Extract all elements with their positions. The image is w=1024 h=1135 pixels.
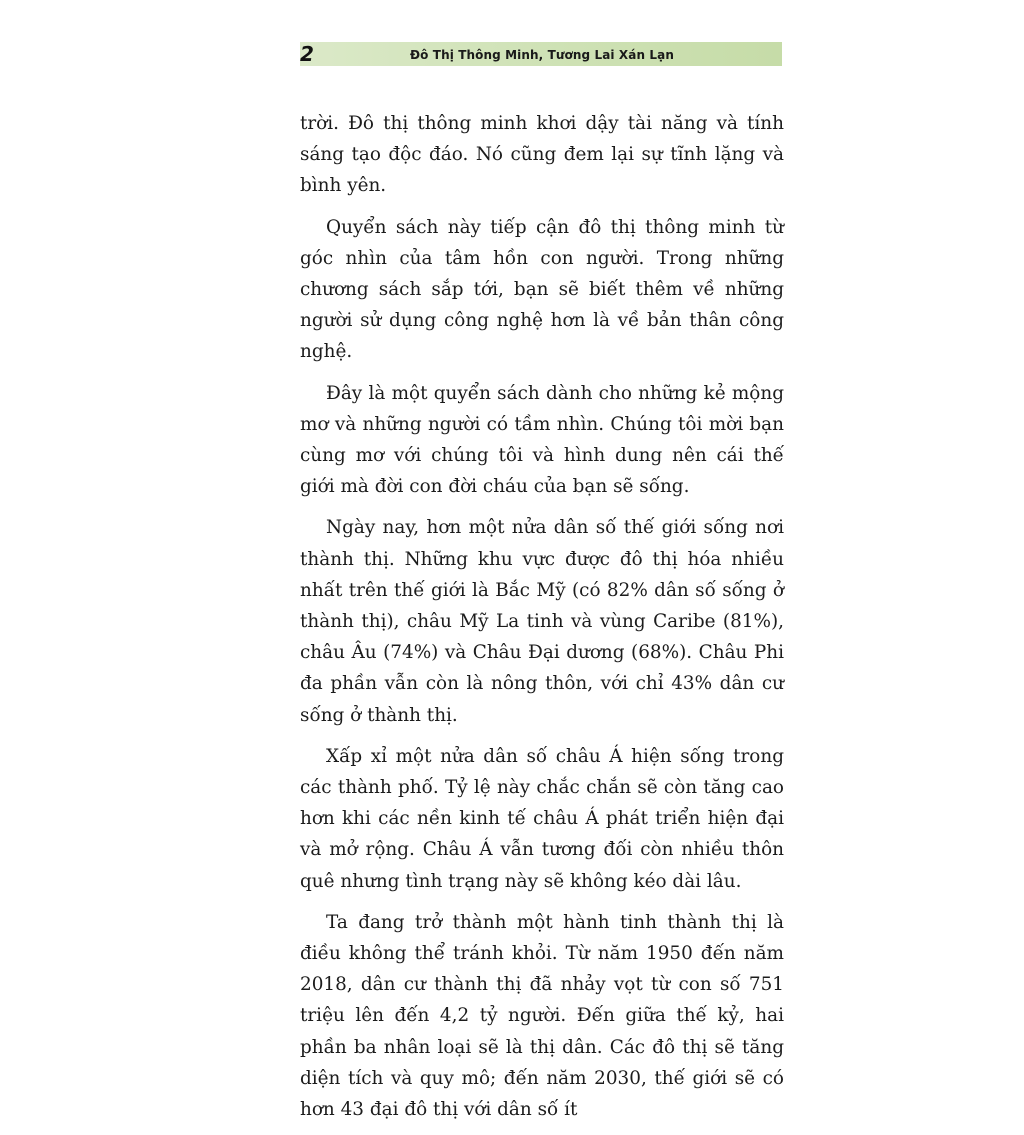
paragraph: Xấp xỉ một nửa dân số châu Á hiện sống trong các thành phố. Tỷ lệ này chắc chắn sẽ còn tăng cao hơn khi các nền kinh tế châu Á phát triển hiện đại và mở rộng. Châu Á vẫn tương đối còn nhiều thôn quê nhưng tình trạng này sẽ không kéo dài lâu. <box>300 745 784 892</box>
paragraph: Đây là một quyển sách dành cho những kẻ mộng mơ và những người có tầm nhìn. Chúng tôi mời bạn cùng mơ với chúng tôi và hình dung nên cái thế giới mà đời con đời cháu của bạn sẽ sống. <box>300 382 784 498</box>
running-title: Đô Thị Thông Minh, Tương Lai Xán Lạn <box>410 48 674 62</box>
page-number: 2 <box>300 42 314 66</box>
paragraph: Quyển sách này tiếp cận đô thị thông minh từ góc nhìn của tâm hồn con người. Trong những chương sách sắp tới, bạn sẽ biết thêm về những người sử dụng công nghệ hơn là về bản thân công nghệ. <box>300 216 784 363</box>
paragraph: trời. Đô thị thông minh khơi dậy tài năng và tính sáng tạo độc đáo. Nó cũng đem lại sự tĩnh lặng và bình yên. <box>300 113 784 197</box>
paragraph: Ngày nay, hơn một nửa dân số thế giới sống nơi thành thị. Những khu vực được đô thị hóa nhiều nhất trên thế giới là Bắc Mỹ (có 82% dân số sống ở thành thị), châu Mỹ La tinh và vùng Caribe (81%), châu Âu (74%) và Châu Đại dương (68%). Châu Phi đa phần vẫn còn là nông thôn, với chỉ 43% dân cư sống ở thành thị. <box>300 517 784 726</box>
paragraph: Ta đang trở thành một hành tinh thành thị là điều không thể tránh khỏi. Từ năm 1950 đến năm 2018, dân cư thành thị đã nhảy vọt từ con số 751 triệu lên đến 4,2 tỷ người. Đến giữa thế kỷ, hai phần ba nhân loại sẽ là thị dân. Các đô thị sẽ tăng diện tích và quy mô; đến năm 2030, thế giới sẽ có hơn 43 đại đô thị với dân số ít <box>300 911 784 1121</box>
body-text <box>300 108 784 1135</box>
